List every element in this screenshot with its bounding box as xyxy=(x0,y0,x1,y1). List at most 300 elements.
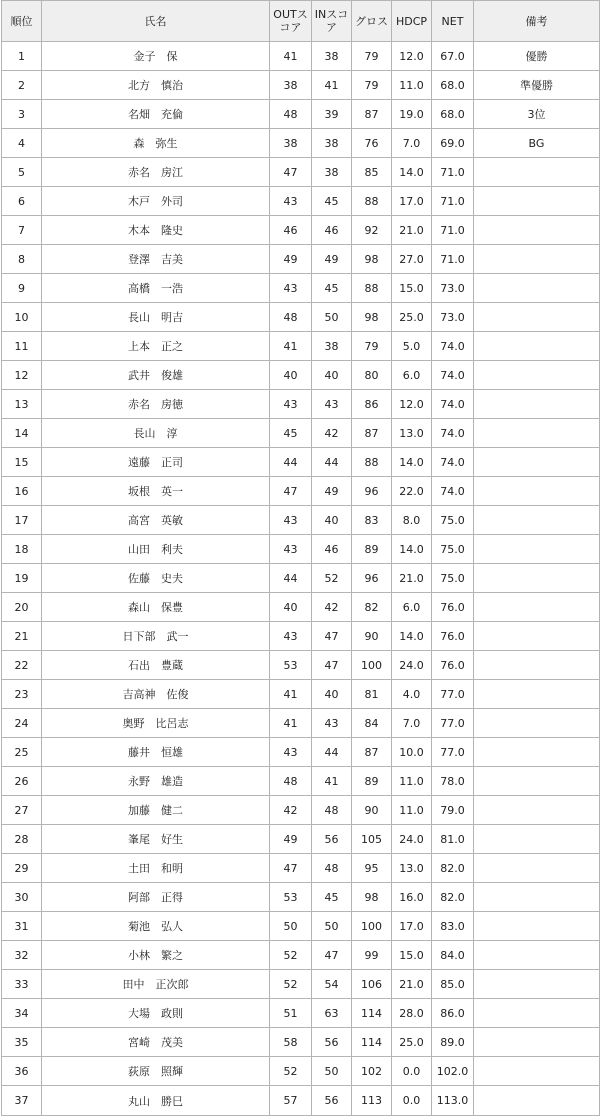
table-row xyxy=(2,332,600,361)
net-cell: 86.0 xyxy=(432,999,474,1028)
remarks-cell xyxy=(474,622,600,651)
hdcp-cell: 11.0 xyxy=(392,796,432,825)
gross-cell: 105 xyxy=(352,825,392,854)
hdcp-cell: 28.0 xyxy=(392,999,432,1028)
out-score-cell: 41 xyxy=(270,332,312,361)
rank-cell: 33 xyxy=(2,970,42,999)
out-score-cell: 52 xyxy=(270,941,312,970)
remarks-cell xyxy=(474,564,600,593)
hdcp-cell: 24.0 xyxy=(392,825,432,854)
net-cell: 68.0 xyxy=(432,71,474,100)
table-row xyxy=(2,129,600,158)
name-cell: 加藤 健二 xyxy=(42,796,270,825)
name-cell: 高宮 英敏 xyxy=(42,506,270,535)
gross-cell: 114 xyxy=(352,1028,392,1057)
rank-cell: 11 xyxy=(2,332,42,361)
table-row xyxy=(2,825,600,854)
rank-cell: 19 xyxy=(2,564,42,593)
hdcp-cell: 13.0 xyxy=(392,419,432,448)
out-score-cell: 41 xyxy=(270,709,312,738)
remarks-cell xyxy=(474,738,600,767)
out-score-cell: 43 xyxy=(270,187,312,216)
name-cell: 土田 和明 xyxy=(42,854,270,883)
gross-cell: 79 xyxy=(352,42,392,71)
table-row xyxy=(2,738,600,767)
in-score-cell: 40 xyxy=(312,506,352,535)
out-score-cell: 38 xyxy=(270,71,312,100)
hdcp-cell: 14.0 xyxy=(392,158,432,187)
remarks-cell: 準優勝 xyxy=(474,71,600,100)
in-score-cell: 42 xyxy=(312,419,352,448)
hdcp-cell: 7.0 xyxy=(392,129,432,158)
rank-cell: 37 xyxy=(2,1086,42,1116)
remarks-cell xyxy=(474,854,600,883)
remarks-cell xyxy=(474,883,600,912)
in-score-cell: 48 xyxy=(312,796,352,825)
rank-cell: 15 xyxy=(2,448,42,477)
net-cell: 71.0 xyxy=(432,245,474,274)
hdcp-cell: 4.0 xyxy=(392,680,432,709)
in-score-cell: 38 xyxy=(312,129,352,158)
rank-cell: 25 xyxy=(2,738,42,767)
header-row xyxy=(2,1,600,42)
table-row xyxy=(2,100,600,129)
gross-cell: 87 xyxy=(352,738,392,767)
table-row xyxy=(2,506,600,535)
in-score-cell: 43 xyxy=(312,390,352,419)
gross-cell: 76 xyxy=(352,129,392,158)
remarks-cell xyxy=(474,332,600,361)
name-cell: 宮崎 茂美 xyxy=(42,1028,270,1057)
rank-cell: 27 xyxy=(2,796,42,825)
hdcp-cell: 25.0 xyxy=(392,303,432,332)
hdcp-cell: 24.0 xyxy=(392,651,432,680)
remarks-cell xyxy=(474,709,600,738)
remarks-cell xyxy=(474,796,600,825)
gross-cell: 90 xyxy=(352,622,392,651)
out-score-cell: 41 xyxy=(270,42,312,71)
in-score-cell: 43 xyxy=(312,709,352,738)
header-in-score: INスコア xyxy=(312,1,352,42)
hdcp-cell: 17.0 xyxy=(392,187,432,216)
out-score-cell: 43 xyxy=(270,535,312,564)
net-cell: 69.0 xyxy=(432,129,474,158)
table-row xyxy=(2,593,600,622)
gross-cell: 80 xyxy=(352,361,392,390)
name-cell: 永野 雄造 xyxy=(42,767,270,796)
header-name: 氏名 xyxy=(42,1,270,42)
table-row xyxy=(2,1057,600,1086)
table-row xyxy=(2,42,600,71)
gross-cell: 82 xyxy=(352,593,392,622)
remarks-cell: 優勝 xyxy=(474,42,600,71)
net-cell: 74.0 xyxy=(432,390,474,419)
in-score-cell: 40 xyxy=(312,361,352,390)
name-cell: 石出 豊蔵 xyxy=(42,651,270,680)
in-score-cell: 47 xyxy=(312,651,352,680)
hdcp-cell: 15.0 xyxy=(392,941,432,970)
name-cell: 赤名 房江 xyxy=(42,158,270,187)
rank-cell: 13 xyxy=(2,390,42,419)
table-row xyxy=(2,477,600,506)
table-row xyxy=(2,564,600,593)
gross-cell: 84 xyxy=(352,709,392,738)
net-cell: 74.0 xyxy=(432,448,474,477)
remarks-cell xyxy=(474,767,600,796)
rank-cell: 21 xyxy=(2,622,42,651)
name-cell: 森山 保豊 xyxy=(42,593,270,622)
name-cell: 木戸 外司 xyxy=(42,187,270,216)
rank-cell: 24 xyxy=(2,709,42,738)
results-table xyxy=(1,0,600,1116)
rank-cell: 16 xyxy=(2,477,42,506)
gross-cell: 102 xyxy=(352,1057,392,1086)
header-rank: 順位 xyxy=(2,1,42,42)
gross-cell: 86 xyxy=(352,390,392,419)
out-score-cell: 43 xyxy=(270,738,312,767)
name-cell: 菊池 弘人 xyxy=(42,912,270,941)
out-score-cell: 38 xyxy=(270,129,312,158)
gross-cell: 100 xyxy=(352,912,392,941)
name-cell: 武井 俊雄 xyxy=(42,361,270,390)
net-cell: 77.0 xyxy=(432,709,474,738)
out-score-cell: 47 xyxy=(270,854,312,883)
remarks-cell xyxy=(474,448,600,477)
in-score-cell: 44 xyxy=(312,448,352,477)
out-score-cell: 44 xyxy=(270,564,312,593)
hdcp-cell: 5.0 xyxy=(392,332,432,361)
net-cell: 68.0 xyxy=(432,100,474,129)
net-cell: 74.0 xyxy=(432,361,474,390)
name-cell: 阿部 正得 xyxy=(42,883,270,912)
table-row xyxy=(2,448,600,477)
gross-cell: 96 xyxy=(352,564,392,593)
gross-cell: 100 xyxy=(352,651,392,680)
rank-cell: 14 xyxy=(2,419,42,448)
gross-cell: 98 xyxy=(352,245,392,274)
remarks-cell xyxy=(474,419,600,448)
hdcp-cell: 13.0 xyxy=(392,854,432,883)
rank-cell: 26 xyxy=(2,767,42,796)
remarks-cell xyxy=(474,245,600,274)
name-cell: 日下部 武一 xyxy=(42,622,270,651)
hdcp-cell: 25.0 xyxy=(392,1028,432,1057)
name-cell: 金子 保 xyxy=(42,42,270,71)
table-row xyxy=(2,390,600,419)
in-score-cell: 50 xyxy=(312,912,352,941)
net-cell: 73.0 xyxy=(432,274,474,303)
hdcp-cell: 14.0 xyxy=(392,448,432,477)
table-row xyxy=(2,883,600,912)
name-cell: 山田 利夫 xyxy=(42,535,270,564)
hdcp-cell: 27.0 xyxy=(392,245,432,274)
rank-cell: 12 xyxy=(2,361,42,390)
hdcp-cell: 8.0 xyxy=(392,506,432,535)
hdcp-cell: 19.0 xyxy=(392,100,432,129)
hdcp-cell: 11.0 xyxy=(392,767,432,796)
hdcp-cell: 6.0 xyxy=(392,593,432,622)
remarks-cell xyxy=(474,825,600,854)
in-score-cell: 41 xyxy=(312,767,352,796)
rank-cell: 30 xyxy=(2,883,42,912)
out-score-cell: 53 xyxy=(270,883,312,912)
in-score-cell: 45 xyxy=(312,883,352,912)
gross-cell: 87 xyxy=(352,100,392,129)
out-score-cell: 48 xyxy=(270,100,312,129)
in-score-cell: 52 xyxy=(312,564,352,593)
rank-cell: 31 xyxy=(2,912,42,941)
gross-cell: 95 xyxy=(352,854,392,883)
out-score-cell: 43 xyxy=(270,506,312,535)
name-cell: 登澤 吉美 xyxy=(42,245,270,274)
remarks-cell xyxy=(474,1028,600,1057)
gross-cell: 81 xyxy=(352,680,392,709)
in-score-cell: 56 xyxy=(312,825,352,854)
out-score-cell: 47 xyxy=(270,158,312,187)
out-score-cell: 49 xyxy=(270,825,312,854)
table-row xyxy=(2,361,600,390)
rank-cell: 9 xyxy=(2,274,42,303)
header-out-score: OUTスコア xyxy=(270,1,312,42)
rank-cell: 3 xyxy=(2,100,42,129)
net-cell: 84.0 xyxy=(432,941,474,970)
name-cell: 長山 明吉 xyxy=(42,303,270,332)
in-score-cell: 45 xyxy=(312,274,352,303)
rank-cell: 10 xyxy=(2,303,42,332)
remarks-cell xyxy=(474,535,600,564)
gross-cell: 113 xyxy=(352,1086,392,1116)
in-score-cell: 63 xyxy=(312,999,352,1028)
gross-cell: 79 xyxy=(352,332,392,361)
in-score-cell: 42 xyxy=(312,593,352,622)
out-score-cell: 42 xyxy=(270,796,312,825)
in-score-cell: 50 xyxy=(312,1057,352,1086)
hdcp-cell: 11.0 xyxy=(392,71,432,100)
table-row xyxy=(2,187,600,216)
table-row xyxy=(2,767,600,796)
net-cell: 74.0 xyxy=(432,419,474,448)
in-score-cell: 48 xyxy=(312,854,352,883)
in-score-cell: 46 xyxy=(312,535,352,564)
out-score-cell: 50 xyxy=(270,912,312,941)
gross-cell: 87 xyxy=(352,419,392,448)
remarks-cell xyxy=(474,158,600,187)
net-cell: 82.0 xyxy=(432,854,474,883)
name-cell: 森 弥生 xyxy=(42,129,270,158)
name-cell: 丸山 勝巳 xyxy=(42,1086,270,1116)
remarks-cell xyxy=(474,303,600,332)
rank-cell: 7 xyxy=(2,216,42,245)
rank-cell: 8 xyxy=(2,245,42,274)
remarks-cell xyxy=(474,593,600,622)
remarks-cell xyxy=(474,361,600,390)
table-row xyxy=(2,71,600,100)
hdcp-cell: 14.0 xyxy=(392,535,432,564)
table-row xyxy=(2,796,600,825)
results-body xyxy=(2,42,600,1116)
out-score-cell: 57 xyxy=(270,1086,312,1116)
rank-cell: 35 xyxy=(2,1028,42,1057)
gross-cell: 90 xyxy=(352,796,392,825)
in-score-cell: 38 xyxy=(312,158,352,187)
remarks-cell xyxy=(474,651,600,680)
net-cell: 74.0 xyxy=(432,477,474,506)
net-cell: 73.0 xyxy=(432,303,474,332)
rank-cell: 36 xyxy=(2,1057,42,1086)
gross-cell: 89 xyxy=(352,767,392,796)
out-score-cell: 48 xyxy=(270,767,312,796)
out-score-cell: 44 xyxy=(270,448,312,477)
rank-cell: 6 xyxy=(2,187,42,216)
net-cell: 81.0 xyxy=(432,825,474,854)
table-row xyxy=(2,941,600,970)
name-cell: 藤井 恒雄 xyxy=(42,738,270,767)
hdcp-cell: 17.0 xyxy=(392,912,432,941)
table-row xyxy=(2,709,600,738)
table-row xyxy=(2,158,600,187)
out-score-cell: 58 xyxy=(270,1028,312,1057)
table-row xyxy=(2,274,600,303)
in-score-cell: 49 xyxy=(312,477,352,506)
header-net: NET xyxy=(432,1,474,42)
hdcp-cell: 0.0 xyxy=(392,1086,432,1116)
net-cell: 74.0 xyxy=(432,332,474,361)
hdcp-cell: 21.0 xyxy=(392,216,432,245)
gross-cell: 99 xyxy=(352,941,392,970)
out-score-cell: 49 xyxy=(270,245,312,274)
table-row xyxy=(2,1028,600,1057)
remarks-cell xyxy=(474,216,600,245)
net-cell: 75.0 xyxy=(432,506,474,535)
hdcp-cell: 22.0 xyxy=(392,477,432,506)
out-score-cell: 43 xyxy=(270,390,312,419)
net-cell: 75.0 xyxy=(432,535,474,564)
header-gross: グロス xyxy=(352,1,392,42)
out-score-cell: 53 xyxy=(270,651,312,680)
in-score-cell: 38 xyxy=(312,42,352,71)
out-score-cell: 41 xyxy=(270,680,312,709)
out-score-cell: 52 xyxy=(270,1057,312,1086)
in-score-cell: 49 xyxy=(312,245,352,274)
name-cell: 北方 慎治 xyxy=(42,71,270,100)
table-row xyxy=(2,970,600,999)
out-score-cell: 45 xyxy=(270,419,312,448)
in-score-cell: 56 xyxy=(312,1086,352,1116)
gross-cell: 89 xyxy=(352,535,392,564)
out-score-cell: 52 xyxy=(270,970,312,999)
net-cell: 76.0 xyxy=(432,593,474,622)
remarks-cell xyxy=(474,274,600,303)
rank-cell: 20 xyxy=(2,593,42,622)
rank-cell: 18 xyxy=(2,535,42,564)
out-score-cell: 47 xyxy=(270,477,312,506)
remarks-cell xyxy=(474,680,600,709)
name-cell: 田中 正次郎 xyxy=(42,970,270,999)
name-cell: 佐藤 史夫 xyxy=(42,564,270,593)
out-score-cell: 40 xyxy=(270,361,312,390)
hdcp-cell: 12.0 xyxy=(392,390,432,419)
table-row xyxy=(2,999,600,1028)
name-cell: 遠藤 正司 xyxy=(42,448,270,477)
name-cell: 高橋 一浩 xyxy=(42,274,270,303)
name-cell: 大場 政則 xyxy=(42,999,270,1028)
name-cell: 赤名 房徳 xyxy=(42,390,270,419)
out-score-cell: 43 xyxy=(270,274,312,303)
gross-cell: 85 xyxy=(352,158,392,187)
hdcp-cell: 21.0 xyxy=(392,970,432,999)
name-cell: 長山 淳 xyxy=(42,419,270,448)
net-cell: 113.0 xyxy=(432,1086,474,1116)
rank-cell: 32 xyxy=(2,941,42,970)
rank-cell: 22 xyxy=(2,651,42,680)
remarks-cell: BG xyxy=(474,129,600,158)
in-score-cell: 39 xyxy=(312,100,352,129)
rank-cell: 28 xyxy=(2,825,42,854)
net-cell: 75.0 xyxy=(432,564,474,593)
rank-cell: 17 xyxy=(2,506,42,535)
in-score-cell: 47 xyxy=(312,941,352,970)
remarks-cell xyxy=(474,1086,600,1116)
net-cell: 76.0 xyxy=(432,651,474,680)
net-cell: 83.0 xyxy=(432,912,474,941)
gross-cell: 98 xyxy=(352,303,392,332)
table-row xyxy=(2,912,600,941)
hdcp-cell: 15.0 xyxy=(392,274,432,303)
net-cell: 71.0 xyxy=(432,187,474,216)
rank-cell: 5 xyxy=(2,158,42,187)
in-score-cell: 47 xyxy=(312,622,352,651)
net-cell: 77.0 xyxy=(432,738,474,767)
in-score-cell: 38 xyxy=(312,332,352,361)
remarks-cell xyxy=(474,187,600,216)
net-cell: 82.0 xyxy=(432,883,474,912)
gross-cell: 92 xyxy=(352,216,392,245)
remarks-cell xyxy=(474,912,600,941)
net-cell: 67.0 xyxy=(432,42,474,71)
gross-cell: 88 xyxy=(352,187,392,216)
name-cell: 小林 繁之 xyxy=(42,941,270,970)
table-row xyxy=(2,419,600,448)
remarks-cell xyxy=(474,941,600,970)
gross-cell: 88 xyxy=(352,274,392,303)
hdcp-cell: 14.0 xyxy=(392,622,432,651)
rank-cell: 1 xyxy=(2,42,42,71)
gross-cell: 96 xyxy=(352,477,392,506)
remarks-cell xyxy=(474,506,600,535)
remarks-cell xyxy=(474,970,600,999)
rank-cell: 29 xyxy=(2,854,42,883)
remarks-cell xyxy=(474,999,600,1028)
header-hdcp: HDCP xyxy=(392,1,432,42)
net-cell: 85.0 xyxy=(432,970,474,999)
header-remarks: 備考 xyxy=(474,1,600,42)
in-score-cell: 54 xyxy=(312,970,352,999)
name-cell: 奥野 比呂志 xyxy=(42,709,270,738)
in-score-cell: 45 xyxy=(312,187,352,216)
rank-cell: 4 xyxy=(2,129,42,158)
name-cell: 吉高神 佐俊 xyxy=(42,680,270,709)
in-score-cell: 50 xyxy=(312,303,352,332)
out-score-cell: 48 xyxy=(270,303,312,332)
name-cell: 上本 正之 xyxy=(42,332,270,361)
in-score-cell: 44 xyxy=(312,738,352,767)
name-cell: 坂根 英一 xyxy=(42,477,270,506)
hdcp-cell: 6.0 xyxy=(392,361,432,390)
gross-cell: 83 xyxy=(352,506,392,535)
in-score-cell: 40 xyxy=(312,680,352,709)
hdcp-cell: 16.0 xyxy=(392,883,432,912)
table-row xyxy=(2,680,600,709)
